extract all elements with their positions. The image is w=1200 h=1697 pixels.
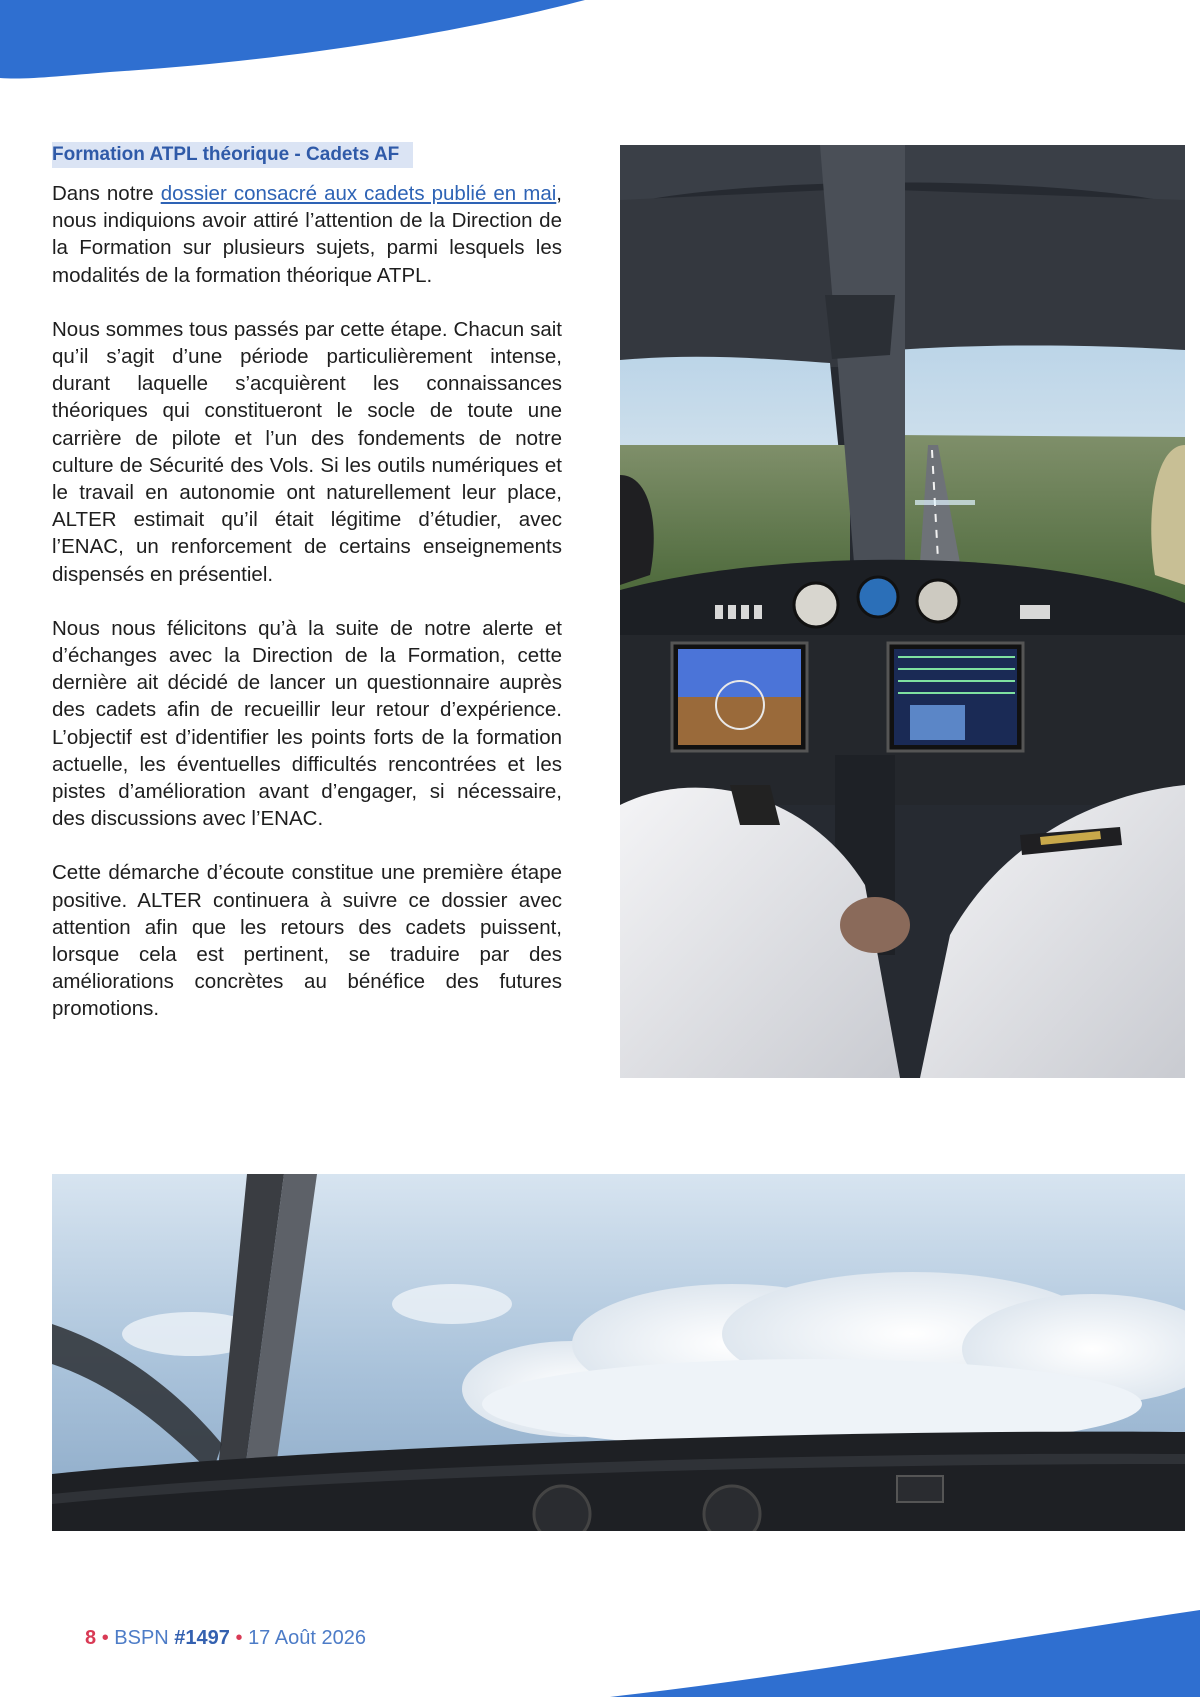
publication-name: BSPN bbox=[114, 1627, 169, 1649]
article bbox=[52, 142, 562, 1050]
paragraph-2: Nous sommes tous passés par cette étape. Chacun sait qu’il s’agit d’une période particulièrement intense, durant laquelle s’acquièrent les connaissances théoriques qui constitueront le socle de toute une carrière de pilote et l’un des fondements de notre culture de Sécurité des Vols. Si les outils numériques et le travail en autonomie ont naturellement leur place, ALTER estimait qu’il était légitime d’étudier, avec l’ENAC, un renforcement de certains enseignements dispensés en présentiel. bbox=[52, 317, 562, 586]
top-wave-decoration bbox=[0, 0, 600, 90]
paragraph-1 bbox=[52, 180, 562, 289]
paragraph-4: Cette démarche d’écoute constitue une première étape positive. ALTER continuera à suivre ce dossier avec attention afin que les retours des cadets puissent, lorsque cela est pertinent, se traduire par des améliorations concrètes au bénéfice des futures promotions. bbox=[52, 861, 562, 1021]
page-footer bbox=[85, 1624, 366, 1652]
footer-separator: • bbox=[101, 1627, 109, 1649]
footer-separator-2: • bbox=[235, 1627, 243, 1649]
paragraph-1-rest: , nous indiquions avoir attiré l’attention de la Direction de la Formation sur plusieurs sujets, parmi lesquels les modalités de la formation théorique ATPL. bbox=[52, 182, 562, 287]
paragraph-1-lead: Dans notre bbox=[52, 182, 161, 205]
page-number: 8 bbox=[85, 1627, 97, 1649]
publication-date: 17 Août 2026 bbox=[248, 1627, 366, 1649]
section-heading: Formation ATPL théorique - Cadets AF bbox=[52, 142, 413, 168]
cockpit-photo bbox=[620, 145, 1185, 1078]
clouds-from-cockpit-photo bbox=[52, 1174, 1185, 1531]
cadets-dossier-link[interactable]: dossier consacré aux cadets publié en mai bbox=[160, 182, 557, 205]
paragraph-3: Nous nous félicitons qu’à la suite de notre alerte et d’échanges avec la Direction de la Formation, cette dernière ait décidé de lancer un questionnaire auprès des cadets afin de recueillir leur retour d’expérience. L’objectif est d’identifier les points forts de la formation actuelle, les éventuelles difficultés rencontrées et les pistes d’amélioration avant d’engager, si nécessaire, des discussions avec l’ENAC. bbox=[52, 616, 562, 831]
issue-number: #1497 bbox=[174, 1627, 230, 1649]
